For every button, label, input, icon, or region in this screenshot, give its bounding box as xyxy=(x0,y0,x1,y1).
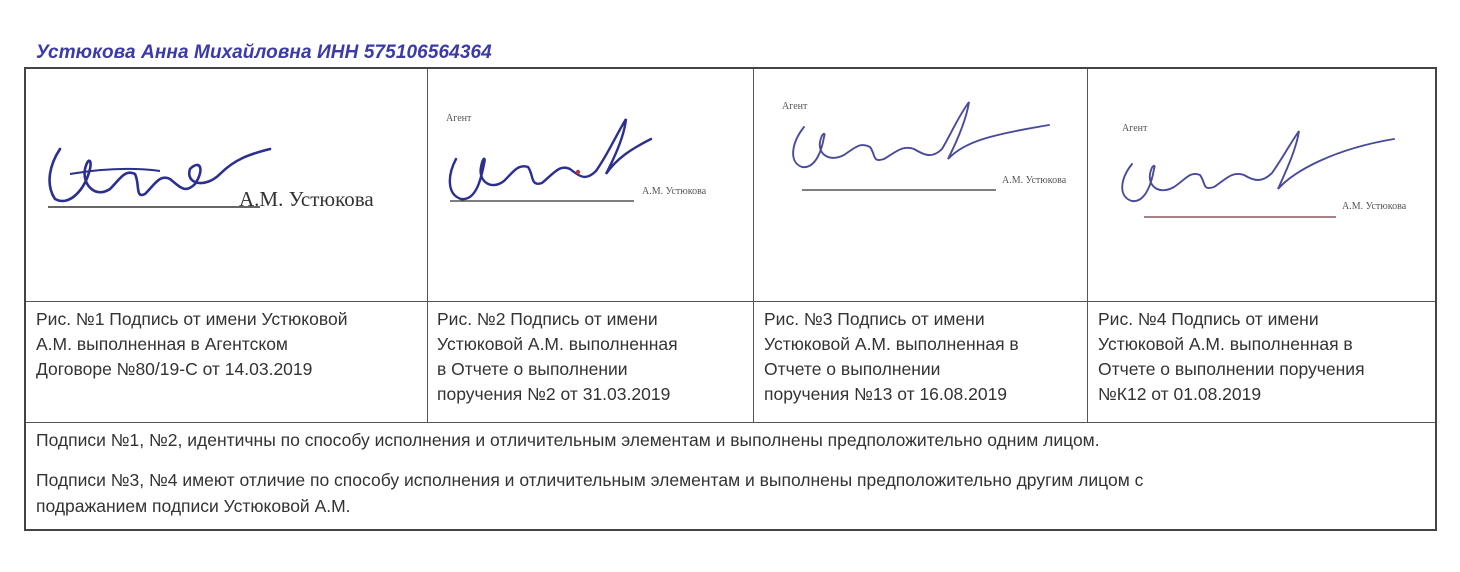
caption-line: Рис. №3 Подпись от имени xyxy=(764,309,985,329)
signer-name-3: А.М. Устюкова xyxy=(1002,175,1067,186)
caption-line: Договоре №80/19-С от 14.03.2019 xyxy=(36,359,313,379)
agent-label-3: Агент xyxy=(782,101,808,112)
caption-4 xyxy=(1098,307,1365,407)
conclusion-line: Подписи №3, №4 имеют отличие по способу исполнения и отличительным элементам и выполнены предположительно другим лицом с xyxy=(36,470,1144,490)
caption-line: А.М. выполненная в Агентском xyxy=(36,334,288,354)
signature-image-2 xyxy=(436,109,746,209)
conclusion-1: Подписи №1, №2, идентичны по способу исполнения и отличительным элементам и выполнены предположительно одним лицом. xyxy=(36,430,1100,450)
conclusion-line: подражанием подписи Устюковой А.М. xyxy=(36,496,351,516)
caption-line: поручения №2 от 31.03.2019 xyxy=(437,384,671,404)
caption-line: Устюковой А.М. выполненная в xyxy=(764,334,1019,354)
caption-line: Рис. №2 Подпись от имени xyxy=(437,309,658,329)
agent-label-4: Агент xyxy=(1122,123,1148,134)
caption-line: поручения №13 от 16.08.2019 xyxy=(764,384,1008,404)
caption-line: Отчете о выполнении поручения xyxy=(1098,359,1365,379)
signature-image-3 xyxy=(774,97,1084,197)
agent-label-2: Агент xyxy=(446,113,472,124)
caption-3 xyxy=(764,307,1019,407)
caption-2 xyxy=(437,307,678,407)
signer-name-4: А.М. Устюкова xyxy=(1342,201,1407,212)
signature-image-4 xyxy=(1104,109,1424,219)
signer-name-1: А.М. Устюкова xyxy=(239,187,374,211)
column-divider xyxy=(427,69,428,423)
caption-1 xyxy=(36,307,348,382)
row-divider xyxy=(26,422,1435,423)
column-divider xyxy=(1087,69,1088,423)
column-divider xyxy=(753,69,754,423)
row-divider xyxy=(26,301,1435,302)
conclusion-2 xyxy=(36,467,1416,519)
document-heading: Устюкова Анна Михайловна ИНН 575106564364 xyxy=(36,42,492,63)
signature-comparison-table xyxy=(24,67,1437,531)
caption-line: в Отчете о выполнении xyxy=(437,359,628,379)
caption-line: Устюковой А.М. выполненная xyxy=(437,334,678,354)
caption-line: Устюковой А.М. выполненная в xyxy=(1098,334,1353,354)
caption-line: Рис. №1 Подпись от имени Устюковой xyxy=(36,309,348,329)
caption-line: Рис. №4 Подпись от имени xyxy=(1098,309,1319,329)
signer-name-2: А.М. Устюкова xyxy=(642,186,707,197)
caption-line: №К12 от 01.08.2019 xyxy=(1098,384,1262,404)
caption-line: Отчете о выполнении xyxy=(764,359,941,379)
